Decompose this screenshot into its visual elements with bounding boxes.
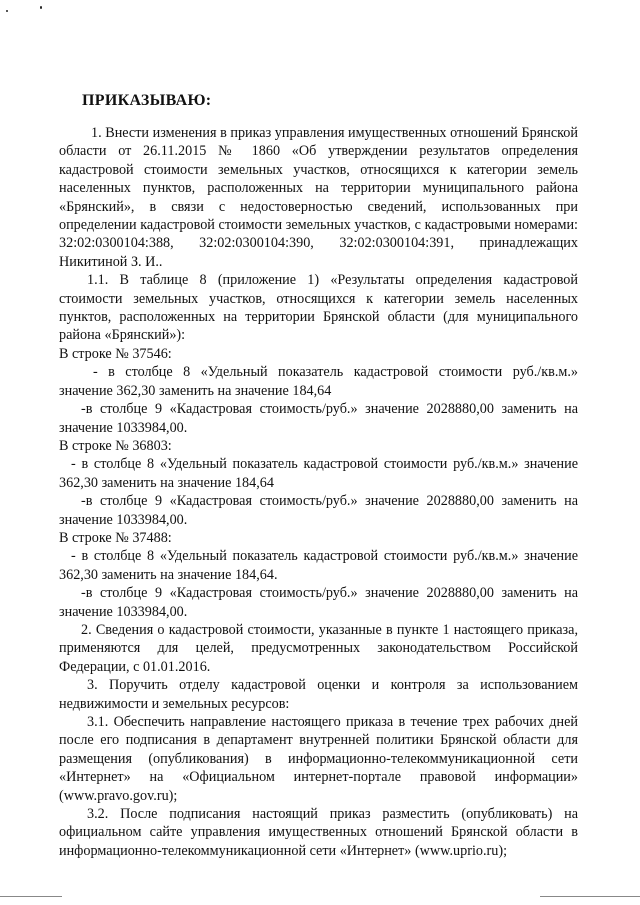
order-heading: ПРИКАЗЫВАЮ: — [82, 92, 212, 109]
paragraph: 2. Сведения о кадастровой стоимости, указанные в пункте 1 настоящего приказа, применяются для целей, предусмотренных законодательством Российской Федерации, с 01.01.2016. — [59, 621, 578, 675]
paragraph: -в столбце 9 «Кадастровая стоимость/руб.» значение 2028880,00 заменить на значение 1033984,00. — [59, 585, 578, 620]
scan-edge-line — [0, 896, 62, 897]
scan-speck — [40, 6, 42, 9]
paragraph: -в столбце 9 «Кадастровая стоимость/руб.» значение 2028880,00 заменить на значение 1033984,00. — [59, 493, 578, 528]
paragraph: - в столбце 8 «Удельный показатель кадастровой стоимости руб./кв.м.» значение 362,30 заменить на значение 184,64 — [59, 364, 578, 399]
paragraph: -в столбце 9 «Кадастровая стоимость/руб.» значение 2028880,00 заменить на значение 1033984,00. — [59, 401, 578, 436]
paragraph: 3. Поручить отделу кадастровой оценки и контроля за использованием недвижимости и земельных ресурсов: — [59, 677, 578, 712]
document-body — [59, 124, 578, 860]
paragraph: В строке № 36803: — [59, 437, 172, 454]
paragraph: 3.2. После подписания настоящий приказ разместить (опубликовать) на официальном сайте управления имущественных отношений Брянской области в информационно-телекоммуникационной сети «Интернет» (www.uprio.ru); — [59, 806, 578, 859]
paragraph: 3.1. Обеспечить направление настоящего приказа в течение трех рабочих дней после его подписания в департамент внутренней политики Брянской области для размещения (опубликования) в информационно-телекоммуникационной сети «Интернет» на «Официальном интернет-портале правовой информации» (www.pravo.gov.ru); — [59, 714, 578, 804]
scan-speck — [6, 10, 8, 12]
paragraph: - в столбце 8 «Удельный показатель кадастровой стоимости руб./кв.м.» значение 362,30 заменить на значение 184,64. — [59, 548, 578, 583]
paragraph: В строке № 37546: — [59, 345, 172, 362]
paragraph: 1.1. В таблице 8 (приложение 1) «Результаты определения кадастровой стоимости земельных участков, относящихся к категории земель населенных пунктов, расположенных на территории Брянской области (для муниципального района «Брянский»): — [59, 272, 578, 344]
paragraph: - в столбце 8 «Удельный показатель кадастровой стоимости руб./кв.м.» значение 362,30 заменить на значение 184,64 — [59, 456, 578, 491]
paragraph: В строке № 37488: — [59, 529, 172, 546]
scan-edge-line — [540, 896, 640, 897]
paragraph: 1. Внести изменения в приказ управления имущественных отношений Брянской области от 26.11.2015 № 1860 «Об утверждении результатов определения кадастровой стоимости земельных участков, относящихся к категории земель населенных пунктов, расположенных на территории муниципального района «Брянский», в связи с недостоверностью сведений, использованных при определении кадастровой стоимости земельных участков, с кадастровыми номерами: 32:02:0300104:388, 32:02:0300104:390, 32:02:0300104:391, принадлежащих Никитиной З. И.. — [59, 125, 578, 270]
